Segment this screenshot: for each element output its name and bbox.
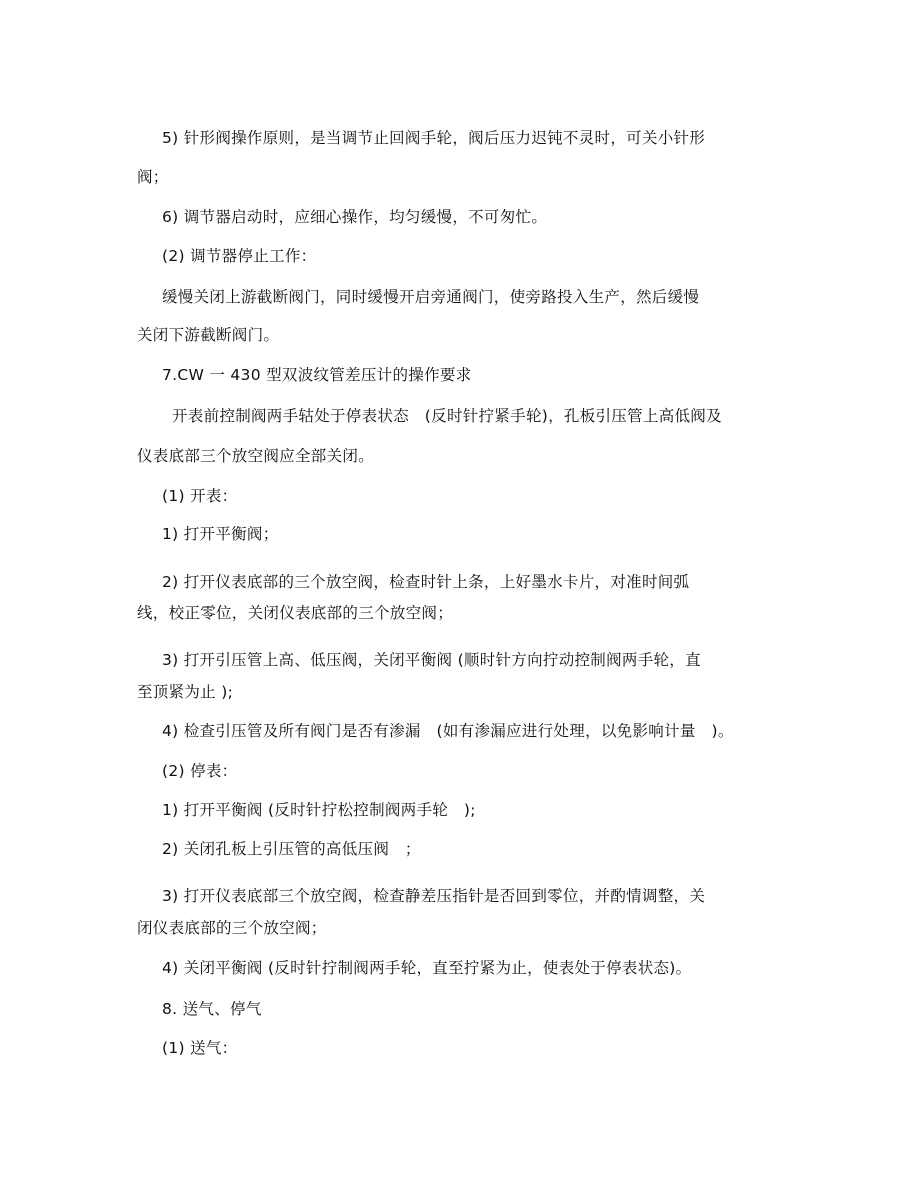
text-line: 6) 调节器启动时，应细心操作，均匀缓慢，不可匆忙。 — [162, 208, 548, 226]
text-line: 2) 关闭孔板上引压管的高低压阀 ； — [162, 840, 421, 858]
text-line: 闭仪表底部的三个放空阀； — [137, 919, 327, 937]
text-line: 阀； — [137, 168, 169, 186]
section-heading: 8. 送气、停气 — [162, 1000, 262, 1018]
text-line: 4) 关闭平衡阀 (反时针拧制阀两手轮，直至拧紧为止，使表处于停表状态)。 — [162, 959, 692, 977]
text-line: (2) 停表： — [162, 762, 238, 780]
text-line: 3) 打开引压管上高、低压阀，关闭平衡阀 (顺时针方向拧动控制阀两手轮，直 — [162, 651, 701, 669]
text-line: (1) 送气： — [162, 1039, 238, 1057]
text-line: 开表前控制阀两手轱处于停表状态 (反时针拧紧手轮)，孔板引压管上高低阀及 — [172, 407, 722, 425]
text-line: 2) 打开仪表底部的三个放空阀，检查时针上条，上好墨水卡片，对准时间弧 — [162, 573, 690, 591]
text-line: (1) 开表： — [162, 487, 238, 505]
text-line: 1) 打开平衡阀 (反时针拧松控制阀两手轮 ); — [162, 801, 476, 819]
text-line: (2) 调节器停止工作： — [162, 247, 317, 265]
text-line: 5) 针形阀操作原则，是当调节止回阀手轮，阀后压力迟钝不灵时，可关小针形 — [162, 129, 706, 147]
text-line: 缓慢关闭上游截断阀门，同时缓慢开启旁通阀门，使旁路投入生产，然后缓慢 — [162, 288, 700, 306]
text-line: 仪表底部三个放空阀应全部关闭。 — [137, 447, 375, 465]
text-line: 至顶紧为止 ); — [137, 683, 234, 701]
text-line: 线，校正零位，关闭仪表底部的三个放空阀； — [137, 604, 454, 622]
section-heading: 7.CW 一 430 型双波纹管差压计的操作要求 — [162, 366, 472, 384]
text-line: 1) 打开平衡阀； — [162, 525, 279, 543]
text-line: 3) 打开仪表底部三个放空阀，检查静差压指针是否回到零位，并酌情调整，关 — [162, 887, 706, 905]
text-line: 4) 检查引压管及所有阀门是否有渗漏 (如有渗漏应进行处理，以免影响计量 )。 — [162, 722, 734, 740]
text-line: 关闭下游截断阀门。 — [137, 326, 280, 344]
